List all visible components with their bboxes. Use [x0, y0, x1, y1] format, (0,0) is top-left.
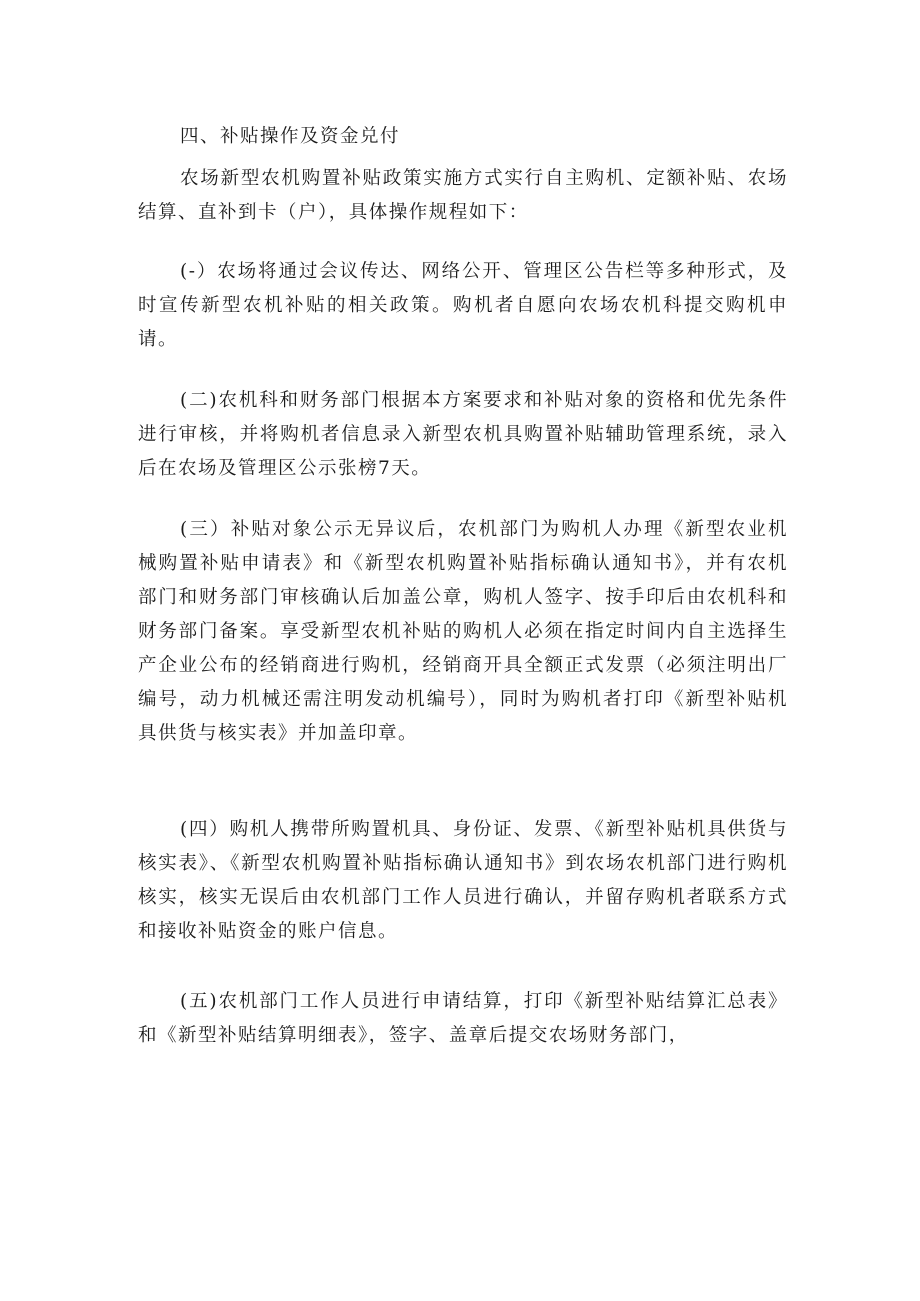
paragraph-item-3: (三）补贴对象公示无异议后，农机部门为购机人办理《新型农业机械购置补贴申请表》和《新型农机购置补贴指标确认通知书》，并有农机部门和财务部门审核确认后加盖公章，购机人签字、按手印后由农机科和财务部门备案。享受新型农机补贴的购机人必须在指定时间内自主选择生产企业公布的经销商进行购机，经销商开具全额正式发票（必须注明出厂编号，动力机械还需注明发动机编号），同时为购机者打印《新型补贴机具供货与核实表》并加盖印章。 [138, 519, 788, 744]
paragraph-item-1: (-）农场将通过会议传达、网络公开、管理区公告栏等多种形式，及时宣传新型农机补贴的相关政策。购机者自愿向农场农机科提交购机申请。 [138, 261, 788, 350]
paragraph-item-5: (五)农机部门工作人员进行申请结算，打印《新型补贴结算汇总表》和《新型补贴结算明细表》，签字、盖章后提交农场财务部门， [138, 991, 788, 1046]
paragraph-item-2: (二)农机科和财务部门根据本方案要求和补贴对象的资格和优先条件进行审核，并将购机者信息录入新型农机具购置补贴辅助管理系统，录入后在农场及管理区公示张榜7天。 [138, 390, 788, 479]
paragraph-intro: 农场新型农机购置补贴政策实施方式实行自主购机、定额补贴、农场结算、直补到卡（户），具体操作规程如下： [138, 168, 788, 223]
paragraph-item-4: (四）购机人携带所购置机具、身份证、发票、《新型补贴机具供货与核实表》、《新型农机购置补贴指标确认通知书》到农场农机部门进行购机核实，核实无误后由农机部门工作人员进行确认，并留存购机者联系方式和接收补贴资金的账户信息。 [138, 819, 788, 942]
section-heading: 四、补贴操作及资金兑付 [180, 126, 401, 147]
